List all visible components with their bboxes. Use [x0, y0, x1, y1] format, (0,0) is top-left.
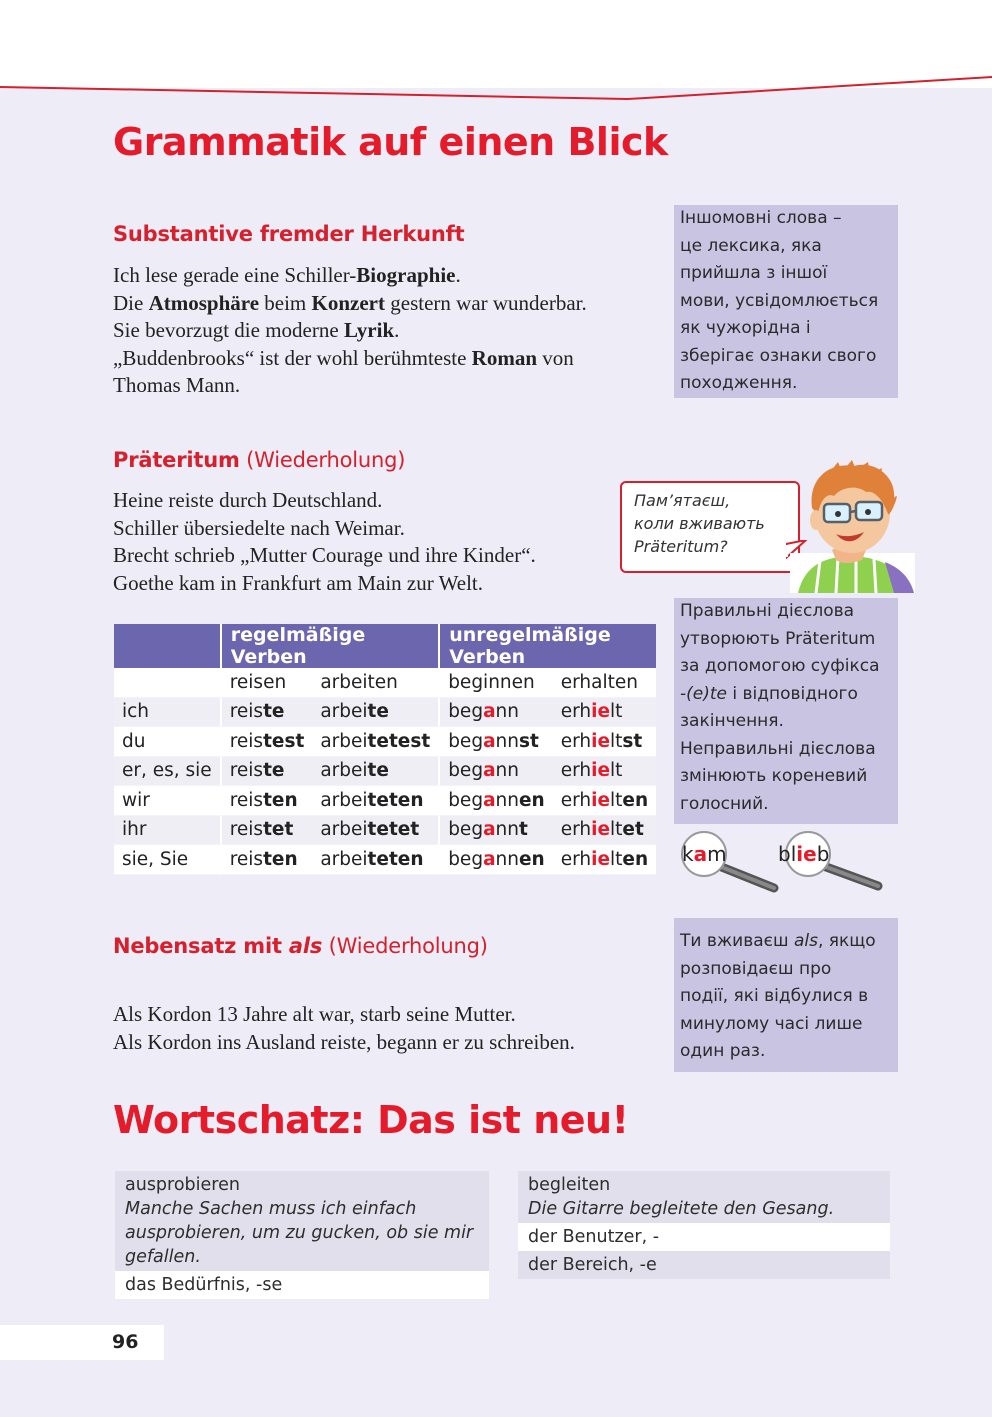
- stem: lt: [610, 730, 623, 752]
- stem-vowel: a: [483, 730, 496, 752]
- note-line: Іншомовні слова –: [680, 208, 842, 228]
- note-line: [680, 928, 892, 956]
- stem: reis: [229, 760, 264, 782]
- stem: lt: [610, 819, 623, 841]
- table-cell-form: [220, 698, 313, 728]
- stem: beg: [448, 789, 484, 811]
- vocab-word: das Bedürfnis, -se: [125, 1275, 283, 1295]
- table-cell-pronoun: [114, 816, 220, 846]
- table-header-irregular: unregelmäßige Verben: [438, 624, 656, 668]
- vocab-item: [518, 1251, 890, 1279]
- note-line: [680, 626, 892, 654]
- text-line: [113, 262, 587, 290]
- stem: reis: [229, 848, 264, 870]
- table-cell-form: [553, 727, 656, 757]
- lens2-vowel: ie: [796, 842, 817, 866]
- note-text: утворюють Präteritum: [680, 628, 876, 649]
- note-line: [680, 791, 892, 819]
- section3-title: [113, 934, 488, 958]
- stem-vowel: ie: [591, 701, 610, 723]
- note-line: [680, 653, 892, 681]
- text-span: „Buddenbrooks“ ist der wohl berühmteste: [113, 345, 472, 370]
- text-line: Als Kordon 13 Jahre alt war, starb seine Mutter.: [113, 1002, 516, 1026]
- table-cell-pronoun: [114, 786, 220, 816]
- table-cell-form: [220, 757, 313, 787]
- keyword: Konzert: [311, 290, 386, 315]
- stem-vowel: a: [483, 789, 496, 811]
- table-cell-form: [553, 786, 656, 816]
- text-span: von: [537, 345, 574, 370]
- table-cell-pronoun: [114, 845, 220, 875]
- speech-bubble: [620, 481, 800, 573]
- note-line: [680, 736, 892, 764]
- table-header-row: [114, 624, 656, 668]
- stem: erh: [560, 789, 592, 811]
- stem: arbei: [320, 819, 368, 841]
- stem: reisen: [229, 671, 287, 693]
- stem: ihr: [122, 819, 147, 841]
- note-text: змінюють кореневий: [680, 766, 868, 786]
- ending: te: [263, 701, 285, 723]
- ending: teten: [367, 848, 424, 870]
- table-cell-form: [220, 845, 313, 875]
- table-cell-form: [553, 698, 656, 728]
- stem: arbei: [320, 701, 368, 723]
- text-line: [113, 345, 587, 373]
- note-line: [680, 708, 892, 736]
- vocab-example: Die Gitarre begleitete den Gesang.: [528, 1199, 835, 1219]
- table-cell-form: [438, 757, 553, 787]
- stem: nn: [495, 760, 519, 782]
- table-cell-pronoun: [114, 757, 220, 787]
- text-line: Als Kordon ins Ausland reiste, begann er zu schreiben.: [113, 1029, 575, 1054]
- note-line: зберігає ознаки свого: [680, 345, 877, 366]
- ending: teten: [367, 789, 424, 811]
- section2-title-light: (Wiederholung): [239, 448, 406, 472]
- vocab-item: [518, 1223, 890, 1251]
- text-span: gestern war wunderbar.: [385, 290, 587, 315]
- note-line: [680, 1011, 892, 1039]
- section3-title-pre: Nebensatz mit: [113, 934, 289, 958]
- note-text: розповідаєш про: [680, 958, 832, 979]
- stem-vowel: ie: [591, 730, 610, 752]
- note-line: [680, 681, 892, 709]
- stem-vowel: ie: [591, 789, 610, 811]
- foreign-words-note: [674, 205, 898, 398]
- page-number: 96: [0, 1325, 164, 1360]
- stem: beg: [448, 819, 484, 841]
- ending: en: [622, 848, 649, 870]
- vocab-example: gefallen.: [125, 1247, 201, 1267]
- table-cell-form: [438, 698, 553, 728]
- stem: wir: [122, 789, 150, 811]
- stem: lt: [610, 789, 623, 811]
- table-cell-form: [438, 668, 553, 698]
- stem: reis: [229, 730, 264, 752]
- text-span: .: [455, 263, 461, 287]
- stem-vowel: ie: [591, 848, 610, 870]
- bubble-line: Пам’ятаєш,: [634, 491, 731, 510]
- stem: reis: [229, 701, 264, 723]
- stem: erhalten: [560, 671, 638, 693]
- lens1-vowel: a: [693, 842, 708, 866]
- ending: te: [367, 701, 389, 723]
- stem: beg: [448, 701, 484, 723]
- table-cell-pronoun: [114, 668, 220, 698]
- text-line: [113, 290, 587, 318]
- vocab-item: [115, 1171, 489, 1271]
- text-line: [113, 317, 587, 345]
- lens2-pre: bl: [778, 842, 797, 866]
- ending: st: [622, 730, 643, 752]
- grammar-heading: Grammatik auf einen Blick: [113, 120, 668, 164]
- section2-text: [113, 487, 536, 597]
- ending: et: [622, 819, 644, 841]
- ending: tet: [263, 819, 294, 841]
- text-span: Ich lese gerade eine Schiller-: [113, 263, 357, 287]
- table-cell-pronoun: [114, 698, 220, 728]
- vocab-item: [518, 1171, 890, 1223]
- stem: erh: [560, 730, 592, 752]
- text-span: .: [394, 318, 400, 342]
- stem: nn: [495, 848, 519, 870]
- text-span: beim: [259, 290, 312, 315]
- table-cell-form: [220, 786, 313, 816]
- note-line: прийшла з іншої: [680, 263, 828, 283]
- boy-illustration: [790, 458, 920, 593]
- note-line: мови, усвідомлюється: [680, 290, 879, 311]
- keyword: Atmosphäre: [148, 290, 260, 315]
- stem-vowel: ie: [591, 760, 610, 782]
- note-text: події, які відбулися в: [680, 986, 869, 1006]
- stem: arbei: [320, 760, 368, 782]
- table-cell-form: [553, 757, 656, 787]
- note-text: минулому часі лише: [680, 1013, 863, 1034]
- table-cell-form: [312, 727, 438, 757]
- note-text: один раз.: [680, 1041, 766, 1061]
- lens2-post: b: [816, 842, 830, 866]
- section1-title: Substantive fremder Herkunft: [113, 222, 465, 246]
- note-text: закінчення.: [680, 711, 784, 731]
- note-line: як чужорідна і: [680, 318, 811, 338]
- ending: te: [263, 760, 285, 782]
- stem: erh: [560, 701, 592, 723]
- table-cell-form: [312, 668, 438, 698]
- section1-text: [113, 262, 587, 400]
- table-cell-form: [312, 786, 438, 816]
- note-text: Правильні дієслова: [680, 601, 855, 621]
- vocab-word: der Benutzer, -: [528, 1227, 660, 1247]
- stem: du: [122, 730, 146, 752]
- note-line: [680, 763, 892, 791]
- text-line: Brecht schrieb „Mutter Courage und ihre Kinder“.: [113, 543, 536, 567]
- note-line: [680, 983, 892, 1011]
- table-row: [114, 668, 656, 698]
- stem: beginnen: [448, 671, 535, 693]
- vocab-item: [115, 1271, 489, 1299]
- table-header-empty: [114, 624, 220, 668]
- ending: ten: [263, 848, 298, 870]
- stem: beg: [448, 848, 484, 870]
- stem-vowel: a: [483, 760, 496, 782]
- note-italic: -(e)te: [680, 683, 727, 704]
- ending: tetet: [367, 819, 420, 841]
- note-italic: als: [793, 931, 818, 951]
- stem: beg: [448, 760, 484, 782]
- vocab-list-left: [115, 1171, 489, 1299]
- note-line: [680, 956, 892, 984]
- table-row: [114, 845, 656, 875]
- lens1-post: m: [707, 842, 727, 866]
- note-line: походження.: [680, 373, 798, 393]
- ending: ten: [263, 789, 298, 811]
- stem: er, es, sie: [122, 760, 212, 782]
- prateritum-note: [674, 598, 898, 824]
- vocab-word: der Bereich, -e: [528, 1255, 657, 1275]
- table-row: [114, 757, 656, 787]
- bubble-line: коли вживають: [634, 514, 765, 533]
- stem: sie, Sie: [122, 848, 189, 870]
- note-text: , якщо: [817, 931, 876, 951]
- ending: st: [519, 730, 539, 752]
- table-row: [114, 786, 656, 816]
- lens-word-blieb: [778, 842, 829, 866]
- vocab-example: Manche Sachen muss ich einfach: [125, 1199, 417, 1219]
- text-line: Heine reiste durch Deutschland.: [113, 488, 383, 512]
- ending: en: [519, 789, 545, 811]
- note-line: [680, 1038, 892, 1066]
- conjugation-table: [114, 624, 656, 875]
- stem-vowel: a: [483, 701, 496, 723]
- table-cell-pronoun: [114, 727, 220, 757]
- table-header-regular: regelmäßige Verben: [220, 624, 438, 668]
- vocab-word: ausprobieren: [125, 1175, 240, 1195]
- text-line: Schiller übersiedelte nach Weimar.: [113, 515, 405, 540]
- ending: en: [622, 789, 649, 811]
- text-line: [113, 372, 587, 400]
- table-cell-form: [220, 816, 313, 846]
- vocab-example: ausprobieren, um zu gucken, ob sie mir: [125, 1223, 474, 1243]
- table-cell-form: [220, 727, 313, 757]
- table-cell-form: [220, 668, 313, 698]
- table-cell-form: [312, 757, 438, 787]
- note-text: Ти вживаєш: [680, 931, 794, 951]
- table-cell-form: [553, 668, 656, 698]
- bubble-line: Präteritum?: [634, 537, 728, 556]
- stem: erh: [560, 760, 592, 782]
- stem: lt: [610, 760, 623, 782]
- vocab-list-right: [518, 1171, 890, 1279]
- ending: t: [519, 819, 528, 841]
- stem: ich: [122, 701, 150, 723]
- stem: arbei: [320, 789, 368, 811]
- note-line: це лексика, яка: [680, 235, 822, 256]
- stem: beg: [448, 730, 484, 752]
- table-cell-form: [312, 698, 438, 728]
- table-row: [114, 816, 656, 846]
- stem: reis: [229, 819, 264, 841]
- table-cell-form: [553, 845, 656, 875]
- vocab-word: begleiten: [528, 1175, 611, 1195]
- stem: erh: [560, 848, 592, 870]
- stem-vowel: a: [483, 819, 496, 841]
- text-line: Goethe kam in Frankfurt am Main zur Welt.: [113, 570, 483, 595]
- table-cell-form: [438, 786, 553, 816]
- note-text: голосний.: [680, 793, 769, 814]
- stem: nn: [495, 819, 519, 841]
- keyword: Roman: [471, 345, 538, 370]
- table-cell-form: [438, 845, 553, 875]
- stem: lt: [610, 848, 623, 870]
- text-span: Die: [113, 290, 149, 315]
- table-cell-form: [553, 816, 656, 846]
- lens1-pre: k: [682, 842, 694, 866]
- ending: te: [367, 760, 389, 782]
- stem: arbei: [320, 848, 368, 870]
- top-red-line: [0, 0, 992, 100]
- section3-title-als: als: [288, 934, 323, 958]
- stem-vowel: a: [483, 848, 496, 870]
- table-row: [114, 698, 656, 728]
- section3-text: [113, 1001, 575, 1056]
- vocab-heading: Wortschatz: Das ist neu!: [113, 1098, 629, 1142]
- table-cell-form: [438, 727, 553, 757]
- note-line: [680, 598, 892, 626]
- table-row: [114, 727, 656, 757]
- table-cell-form: [312, 845, 438, 875]
- note-text: Неправильні дієслова: [680, 738, 876, 759]
- section2-title: [113, 448, 405, 472]
- table-cell-form: [312, 816, 438, 846]
- stem: arbei: [320, 730, 368, 752]
- section2-title-bold: Präteritum: [113, 448, 240, 472]
- stem: erh: [560, 819, 592, 841]
- stem-vowel: ie: [591, 819, 610, 841]
- stem: lt: [610, 701, 623, 723]
- text-span: Sie bevorzugt die moderne: [113, 318, 344, 342]
- ending: test: [263, 730, 305, 752]
- stem: nn: [495, 789, 519, 811]
- note-text: за допомогою суфікса: [680, 656, 880, 676]
- ending: en: [519, 848, 545, 870]
- keyword: Biographie: [356, 263, 456, 287]
- table-cell-form: [438, 816, 553, 846]
- stem: nn: [495, 701, 519, 723]
- stem: nn: [495, 730, 519, 752]
- note-text: і відповідного: [726, 683, 858, 704]
- stem: reis: [229, 789, 264, 811]
- lens-word-kam: [682, 842, 727, 866]
- stem: arbeiten: [320, 671, 398, 693]
- section3-title-light: (Wiederholung): [322, 934, 488, 958]
- ending: tetest: [367, 730, 431, 752]
- keyword: Lyrik: [343, 318, 395, 342]
- text-span: Thomas Mann.: [113, 373, 241, 397]
- als-note: [674, 918, 898, 1072]
